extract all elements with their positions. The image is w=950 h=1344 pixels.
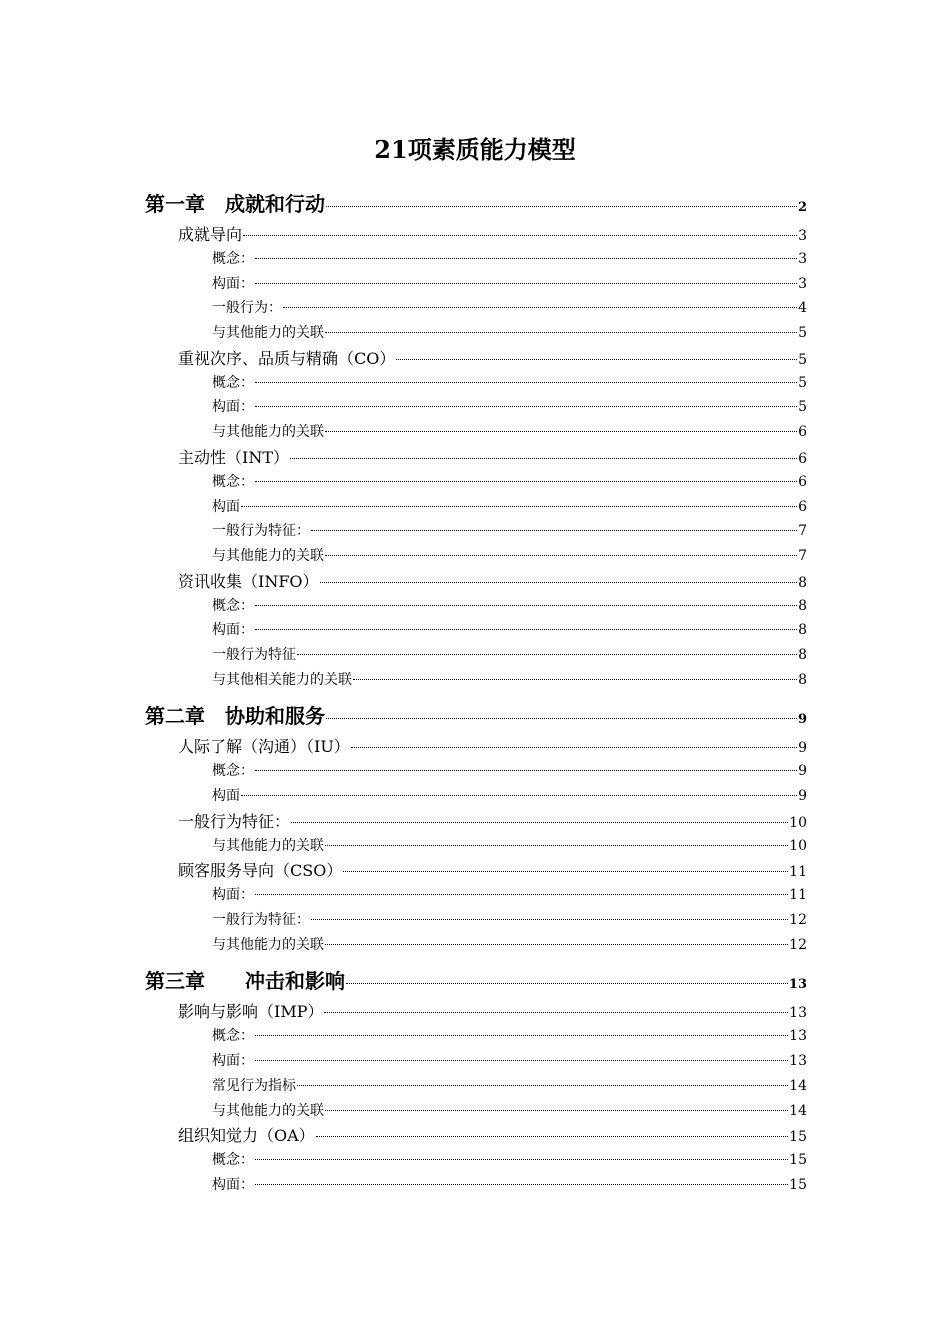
toc-entry-label: 资讯收集（INFO） [178,571,319,591]
toc-dot-leader [351,747,797,748]
toc-subsection-entry[interactable] [0,544,807,569]
toc-entry-label: 顾客服务导向（CSO） [178,861,343,881]
toc-dot-leader [325,1110,788,1111]
toc-section-entry[interactable] [0,809,807,834]
toc-page-number: 8 [798,671,807,688]
toc-subsection-entry[interactable] [0,1074,807,1099]
toc-dot-leader [326,718,797,719]
toc-dot-leader [311,919,788,920]
toc-page-number: 8 [798,597,807,614]
toc-entry-label: 成就导向 [178,225,243,244]
toc-entry-label: 重视次序、品质与精确（CO） [178,348,396,368]
toc-dot-leader [325,944,788,945]
toc-page-number: 5 [798,351,807,368]
toc-subsection-entry[interactable] [0,908,807,933]
toc-page-number: 15 [789,1152,807,1169]
toc-page-number: 7 [798,523,807,540]
toc-dot-leader [241,506,797,507]
toc-dot-leader [255,1184,788,1185]
toc-entry-label: 构面： [212,887,254,904]
toc-page-number: 6 [798,473,807,490]
toc-page-number: 15 [789,1129,807,1146]
toc-page-number: 9 [798,763,807,780]
toc-dot-leader [325,845,788,846]
toc-page-number: 6 [798,498,807,515]
toc-subsection-entry[interactable] [0,495,807,520]
toc-section-entry[interactable] [0,734,807,759]
toc-dot-leader [243,235,797,236]
toc-entry-label: 一般行为特征 [212,646,296,663]
toc-page-number: 11 [789,864,807,881]
toc-page-number: 5 [798,399,807,416]
toc-dot-leader [255,258,797,259]
toc-dot-leader [255,605,797,606]
toc-dot-leader [353,679,797,680]
toc-page-number: 8 [798,574,807,591]
toc-page-number: 4 [798,300,807,317]
toc-entry-label: 构面： [212,1053,254,1070]
toc-entry-label: 与其他能力的关联 [212,936,324,953]
table-of-contents [0,186,950,1198]
toc-entry-label: 概念： [212,1028,254,1045]
toc-page-number: 8 [798,646,807,663]
toc-entry-label: 第二章 协助和服务 [145,704,325,729]
toc-entry-label: 与其他能力的关联 [212,1102,324,1119]
toc-dot-leader [343,871,788,872]
toc-entry-label: 第三章 冲击和影响 [145,969,345,994]
toc-subsection-entry[interactable] [0,668,807,693]
toc-dot-leader [346,983,788,984]
toc-subsection-entry[interactable] [0,618,807,643]
toc-page-number: 3 [798,251,807,267]
toc-page-number: 11 [789,887,807,904]
toc-entry-label: 一般行为特征： [212,523,310,540]
toc-entry-label: 与其他能力的关联 [212,837,324,854]
toc-subsection-entry[interactable] [0,594,807,619]
toc-dot-leader [255,770,797,771]
toc-entry-label: 构面： [212,275,254,292]
toc-entry-label: 构面： [212,622,254,639]
toc-subsection-entry[interactable] [0,759,807,784]
document-title: 21项素质能力模型 [374,135,576,164]
toc-page-number: 13 [789,1028,807,1045]
toc-entry-label: 概念： [212,374,254,391]
toc-page-number: 12 [789,936,807,953]
toc-subsection-entry[interactable] [0,784,807,809]
toc-entry-label: 构面 [212,788,240,804]
toc-dot-leader [320,582,798,583]
toc-subsection-entry[interactable] [0,247,807,272]
toc-entry-label: 概念： [212,1152,254,1169]
toc-dot-leader [325,332,797,333]
toc-subsection-entry[interactable] [0,933,807,958]
toc-entry-label: 常见行为指标 [212,1077,296,1094]
toc-page-number: 9 [798,788,807,804]
toc-page-number: 10 [789,837,807,854]
toc-entry-label: 人际了解（沟通）（IU） [178,737,350,757]
toc-entry-label: 构面： [212,399,254,416]
toc-entry-label: 一般行为特征： [212,912,310,929]
toc-dot-leader [255,1035,788,1036]
toc-subsection-entry[interactable] [0,420,807,445]
toc-entry-label: 与其他相关能力的关联 [212,671,352,688]
toc-dot-leader [255,1060,788,1061]
toc-dot-leader [297,654,797,655]
toc-subsection-entry[interactable] [0,296,807,321]
toc-section-entry[interactable] [0,569,807,594]
toc-dot-leader [255,382,797,383]
toc-subsection-entry[interactable] [0,1173,807,1198]
toc-subsection-entry[interactable] [0,321,807,346]
toc-entry-label: 与其他能力的关联 [212,325,324,342]
toc-page-number: 15 [789,1176,807,1193]
toc-page-number: 6 [798,450,807,467]
toc-dot-leader [316,1136,788,1137]
toc-subsection-entry[interactable] [0,834,807,859]
toc-dot-leader [396,359,797,360]
toc-dot-leader [291,822,788,823]
toc-page-number: 6 [798,424,807,441]
toc-entry-label: 第一章 成就和行动 [145,192,325,216]
toc-page-number: 13 [789,1053,807,1070]
toc-entry-label: 概念： [212,763,254,780]
toc-dot-leader [255,481,797,482]
toc-entry-label: 与其他能力的关联 [212,424,324,441]
toc-entry-label: 与其他能力的关联 [212,547,324,564]
toc-entry-label: 概念： [212,251,254,267]
toc-dot-leader [311,530,797,531]
toc-entry-label: 一般行为特征： [178,811,291,831]
toc-entry-label: 构面 [212,498,240,515]
toc-entry-label: 概念： [212,473,254,490]
toc-entry-label: 主动性（INT） [178,447,289,467]
toc-entry-label: 一般行为： [212,300,282,317]
toc-page-number: 10 [789,814,807,831]
toc-dot-leader [297,1085,788,1086]
toc-dot-leader [325,431,797,432]
toc-page-number: 8 [798,622,807,639]
toc-dot-leader [325,555,797,556]
toc-page-number: 9 [797,712,807,728]
toc-subsection-entry[interactable] [0,519,807,544]
toc-dot-leader [255,1159,788,1160]
toc-section-entry[interactable] [0,858,807,883]
toc-section-entry[interactable] [0,999,807,1024]
toc-page-number: 14 [789,1077,807,1094]
toc-dot-leader [255,629,797,630]
toc-subsection-entry[interactable] [0,643,807,668]
toc-dot-leader [283,307,797,308]
toc-dot-leader [326,206,797,207]
toc-subsection-entry[interactable] [0,371,807,396]
toc-chapter-entry[interactable] [0,963,807,999]
toc-subsection-entry[interactable] [0,883,807,908]
toc-entry-label: 构面： [212,1176,254,1193]
toc-dot-leader [241,795,797,796]
toc-chapter-entry[interactable] [0,698,807,734]
toc-entry-label: 影响与影响（IMP） [178,1002,324,1022]
toc-section-entry[interactable] [0,445,807,470]
toc-page-number: 12 [789,912,807,929]
toc-dot-leader [255,283,797,284]
toc-section-entry[interactable] [0,222,807,247]
toc-subsection-entry[interactable] [0,1099,807,1124]
toc-page-number: 14 [789,1102,807,1119]
toc-chapter-entry[interactable] [0,186,807,222]
toc-page-number: 2 [797,200,807,215]
toc-subsection-entry[interactable] [0,272,807,297]
toc-subsection-entry[interactable] [0,470,807,495]
toc-subsection-entry[interactable] [0,395,807,420]
toc-dot-leader [255,406,797,407]
toc-section-entry[interactable] [0,1123,807,1148]
toc-entry-label: 概念： [212,597,254,614]
toc-page-number: 3 [798,275,807,292]
toc-page-number: 5 [798,374,807,391]
toc-subsection-entry[interactable] [0,1024,807,1049]
toc-page-number: 5 [798,325,807,342]
toc-page-number: 13 [789,1005,807,1022]
toc-subsection-entry[interactable] [0,1148,807,1173]
toc-page-number: 7 [798,547,807,564]
toc-page-number: 13 [788,977,807,993]
toc-page-number: 3 [798,228,807,244]
toc-dot-leader [324,1012,788,1013]
toc-dot-leader [290,458,797,459]
toc-section-entry[interactable] [0,346,807,371]
toc-subsection-entry[interactable] [0,1049,807,1074]
toc-entry-label: 组织知觉力（OA） [178,1126,315,1146]
toc-dot-leader [255,894,788,895]
toc-page-number: 9 [798,740,807,757]
